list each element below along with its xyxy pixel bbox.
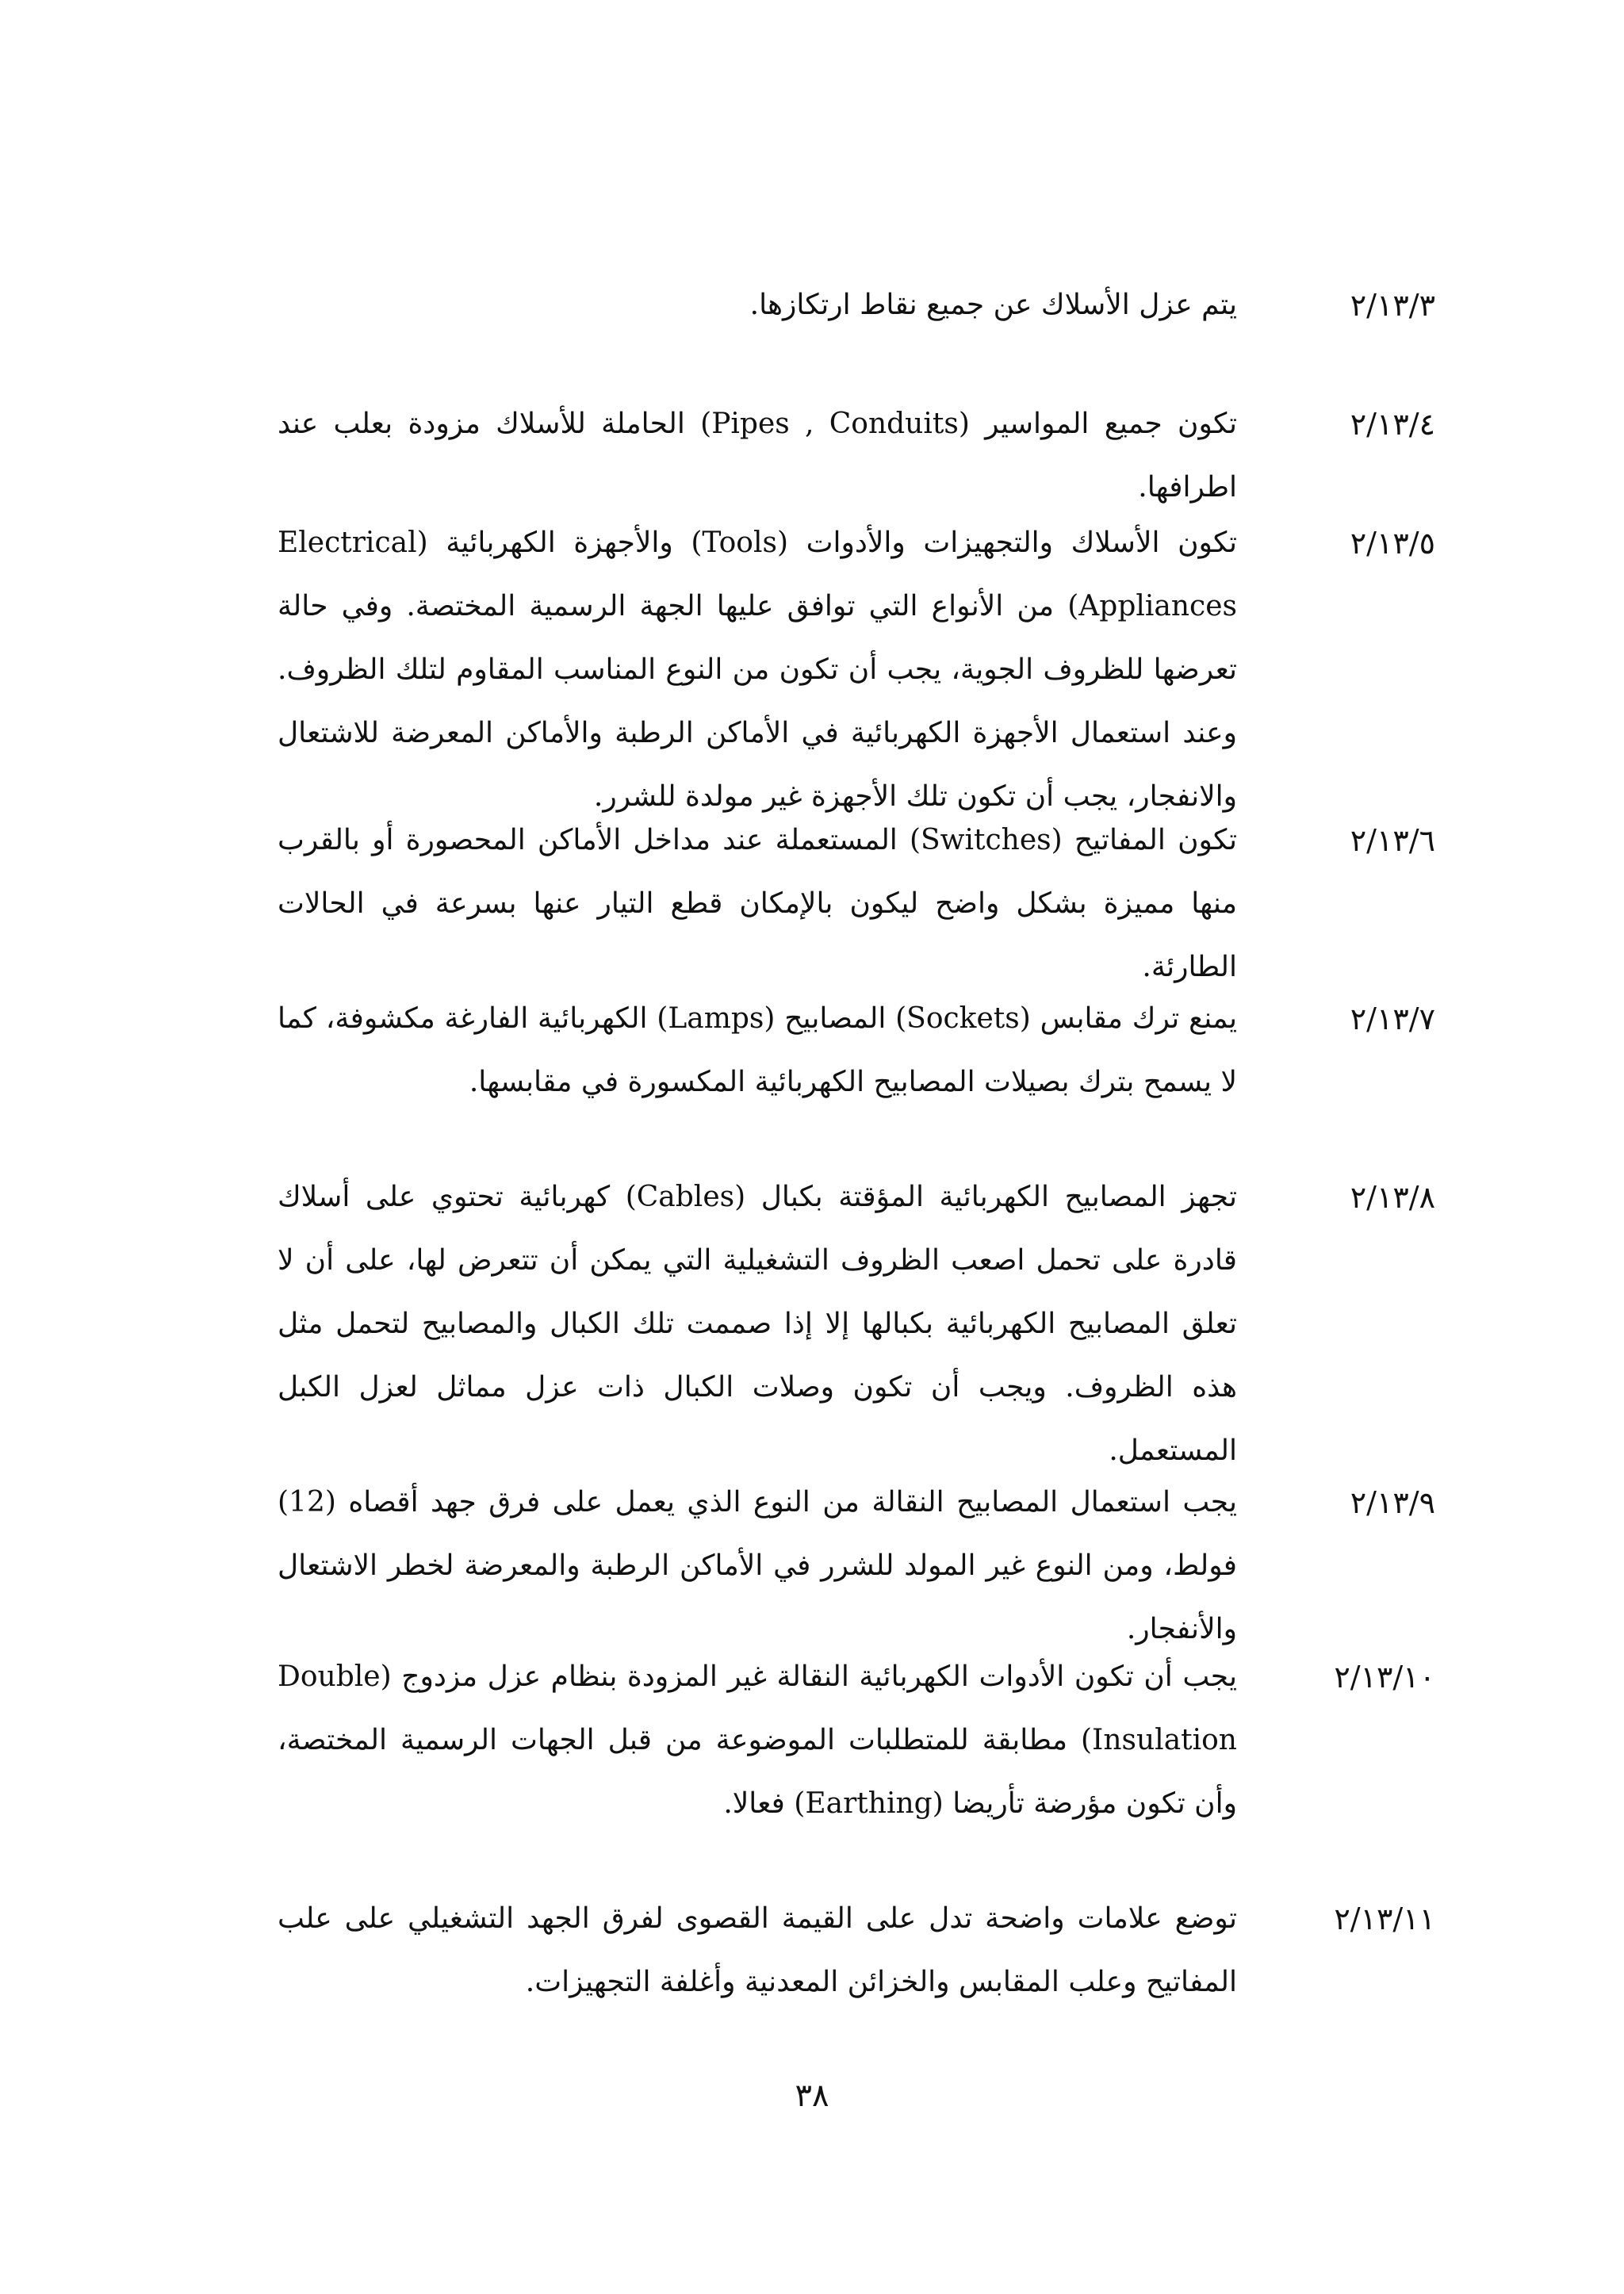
clause-number: ٢/١٣/٥: [1350, 526, 1435, 561]
clause-text: تكون الأسلاك والتجهيزات والأدوات (Tools) والأجهزة الكهربائية (Electrical Appliances) من الأنواع التي توافق عليها الجهة الرسمية المختصة. وفي حالة تعرضها للظروف الجوية، يجب أن تكون من النوع المناسب المقاوم لتلك الظروف. وعند استعمال الأجهزة الكهربائية في الأماكن الرطبة والأماكن المعرضة للاشتعال والانفجار، يجب أن تكون تلك الأجهزة غير مولدة للشرر.: [278, 527, 1238, 813]
clause-text: تجهز المصابيح الكهربائية المؤقتة بكبال (Cables) كهربائية تحتوي على أسلاك قادرة على تحمل اصعب الظروف التشغيلية التي يمكن أن تتعرض لها، على أن لا تعلق المصابيح الكهربائية بكبالها إلا إذا صممت تلك الكبال والمصابيح لتحمل مثل هذه الظروف. ويجب أن تكون وصلات الكبال ذات عزل مماثل لعزل الكبل المستعمل.: [278, 1181, 1237, 1467]
clause-number: ٢/١٣/٨: [1350, 1180, 1435, 1215]
clause-text: يتم عزل الأسلاك عن جميع نقاط ارتكازها.: [749, 289, 1237, 321]
clause-text: توضع علامات واضحة تدل على القيمة القصوى لفرق الجهد التشغيلي على علب المفاتيح وعلب المقابس والخزائن المعدنية وأغلفة التجهيزات.: [278, 1902, 1237, 1998]
clause-2-13-6: [278, 809, 1435, 999]
clause-number: ٢/١٣/٣: [1350, 288, 1435, 323]
clause-2-13-7: [278, 987, 1435, 1114]
clause-number: ٢/١٣/٧: [1350, 1001, 1435, 1036]
clause-2-13-4: [278, 393, 1435, 519]
clause-2-13-11: [278, 1887, 1435, 2014]
clause-number: ٢/١٣/١٠: [1334, 1660, 1435, 1695]
page-number: ٣٨: [795, 2078, 829, 2114]
clause-2-13-5: [278, 511, 1435, 829]
clause-2-13-3: [278, 274, 1435, 337]
clause-2-13-8: [278, 1166, 1435, 1483]
clause-2-13-9: [278, 1471, 1435, 1661]
clause-text: تكون المفاتيح (Switches) المستعملة عند مداخل الأماكن المحصورة أو بالقرب منها مميزة بشكل واضح ليكون بالإمكان قطع التيار عنها بسرعة في الحالات الطارئة.: [278, 824, 1238, 983]
clause-text: تكون جميع المواسير (Pipes , Conduits) الحاملة للأسلاك مزودة بعلب عند اطرافها.: [278, 408, 1237, 504]
clause-number: ٢/١٣/١١: [1334, 1901, 1435, 1936]
clause-2-13-10: [278, 1645, 1435, 1836]
clause-text: يجب استعمال المصابيح النقالة من النوع الذي يعمل على فرق جهد أقصاه (12) فولط، ومن النوع غير المولد للشرر في الأماكن الرطبة والمعرضة لخطر الاشتعال والأنفجار.: [278, 1486, 1237, 1645]
clause-text: يمنع ترك مقابس (Sockets) المصابيح (Lamps) الكهربائية الفارغة مكشوفة، كما لا يسمح بترك بصيلات المصابيح الكهربائية المكسورة في مقابسها.: [278, 1002, 1237, 1098]
clause-text: يجب أن تكون الأدوات الكهربائية النقالة غير المزودة بنظام عزل مزدوج (Double Insulation) مطابقة للمتطلبات الموضوعة من قبل الجهات الرسمية المختصة، وأن تكون مؤرضة تأريضا (Earthing) فعالا.: [278, 1660, 1237, 1820]
clause-number: ٢/١٣/٤: [1350, 407, 1435, 442]
clause-number: ٢/١٣/٦: [1350, 823, 1435, 858]
clause-number: ٢/١٣/٩: [1350, 1485, 1435, 1520]
